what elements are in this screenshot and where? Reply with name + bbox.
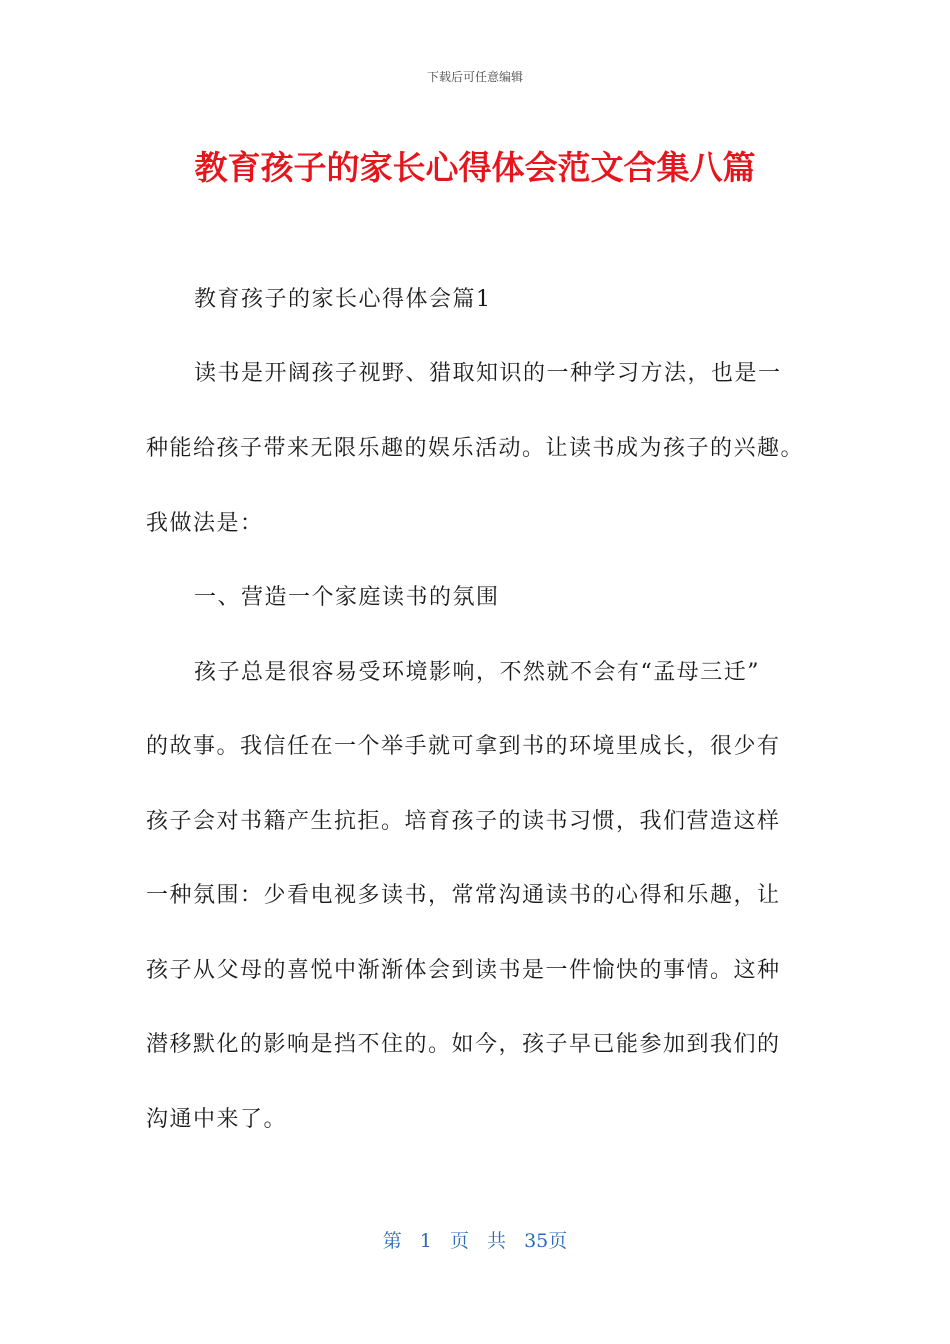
paragraph-line: 一种氛围：少看电视多读书，常常沟通读书的心得和乐趣，让 [146, 883, 781, 908]
paragraph-line: 读书是开阔孩子视野、猎取知识的一种学习方法，也是一 [194, 361, 782, 386]
paragraph-line: 孩子会对书籍产生抗拒。培育孩子的读书习惯，我们营造这样 [146, 809, 781, 834]
paragraph-line: 沟通中来了。 [146, 1107, 288, 1132]
paragraph-line: 我做法是： [146, 511, 264, 536]
section-heading: 教育孩子的家长心得体会篇1 [194, 287, 492, 312]
paragraph-line: 潜移默化的影响是挡不住的。如今，孩子早已能参加到我们的 [146, 1032, 781, 1057]
page-label-mid: 页 [449, 1230, 469, 1252]
paragraph-line: 孩子从父母的喜悦中渐渐体会到读书是一件愉快的事情。这种 [146, 958, 781, 983]
paragraph-line: 的故事。我信任在一个举手就可拿到书的环境里成长，很少有 [146, 734, 781, 759]
page-footer [0, 1226, 950, 1253]
paragraph-line: 孩子总是很容易受环境影响，不然就不会有“孟母三迁” [194, 660, 760, 685]
paragraph-line: 种能给孩子带来无限乐趣的娱乐活动。让读书成为孩子的兴趣。 [146, 436, 805, 461]
page-label-pre: 第 [382, 1230, 402, 1252]
page-current: 1 [419, 1230, 432, 1252]
page-total: 35页 [524, 1230, 568, 1252]
subsection-heading: 一、营造一个家庭读书的氛围 [194, 585, 500, 610]
document-title: 教育孩子的家长心得体会范文合集八篇 [194, 148, 756, 187]
header-note: 下载后可任意编辑 [426, 70, 523, 84]
page-label-total-pre: 共 [487, 1230, 507, 1252]
